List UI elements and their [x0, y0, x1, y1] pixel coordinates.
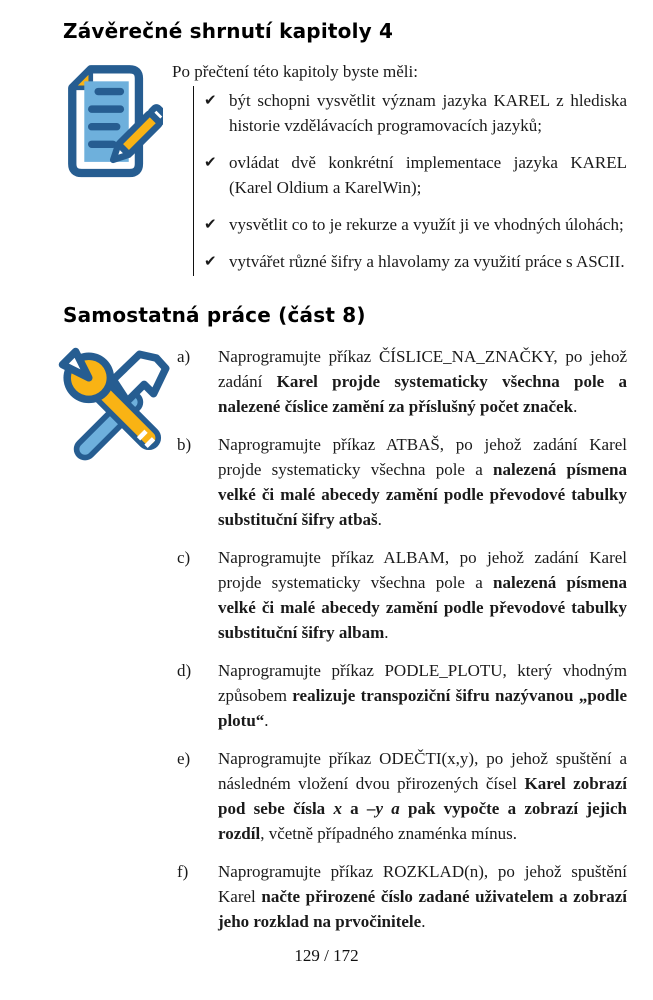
- task-item-label: b): [177, 435, 192, 454]
- task-item-label: e): [177, 749, 191, 768]
- task-item-text: Naprogramujte příkaz ODEČTI(x,y), po jehož spuštění a následném vložení dvou přirozených čísel Karel zobrazí pod sebe čísla x a –y a pak vypočte a zobrazí jejich rozdíl, včetně případného znaménka mínus.: [218, 749, 627, 843]
- task-item-text: Naprogramujte příkaz ATBAŠ, po jehož zadání Karel projde systematicky všechna pole a nalezená písmena velké či malé abecedy zamění podle převodové tabulky substituční šifry atbaš.: [218, 435, 627, 529]
- checklist-item: [204, 88, 627, 138]
- checkmark-icon: ✔: [204, 153, 217, 171]
- checkmark-icon: ✔: [204, 252, 217, 270]
- checklist-item: [204, 150, 627, 200]
- checklist-item-text: vytvářet různé šifry a hlavolamy za využití práce s ASCII.: [229, 252, 625, 271]
- page-number: 129 / 172: [294, 946, 359, 965]
- section1-content: [172, 60, 627, 276]
- task-item-text: Naprogramujte příkaz PODLE_PLOTU, který vhodným způsobem realizuje transpoziční šifru nazývanou „podle plotu“.: [218, 661, 627, 730]
- section1-title: Závěrečné shrnutí kapitoly 4: [63, 19, 394, 43]
- section2-row: [63, 344, 627, 947]
- checklist-item-text: vysvětlit co to je rekurze a využít ji ve vhodných úlohách;: [229, 215, 624, 234]
- section1-row: [63, 60, 627, 276]
- section2-content: [177, 344, 627, 947]
- task-item: [177, 545, 627, 645]
- task-item-text: Naprogramujte příkaz ROZKLAD(n), po jehož spuštění Karel načte přirozené číslo zadané uživatelem a zobrazí jeho rozklad na prvočinitele.: [218, 862, 627, 931]
- tools-icon: [55, 344, 177, 466]
- task-item-text: Naprogramujte příkaz ČÍSLICE_NA_ZNAČKY, po jehož zadání Karel projde systematicky všechna pole a nalezené číslice zamění za příslušný počet značek.: [218, 347, 628, 416]
- task-item-text: Naprogramujte příkaz ALBAM, po jehož zadání Karel projde systematicky všechna pole a nalezená písmena velké či malé abecedy zamění podle převodové tabulky substituční šifry albam.: [218, 548, 627, 642]
- task-item-label: a): [177, 347, 191, 366]
- checklist-item-text: ovládat dvě konkrétní implementace jazyka KAREL (Karel Oldium a KarelWin);: [229, 153, 627, 197]
- checklist: [193, 86, 627, 276]
- task-item: [177, 658, 627, 733]
- checklist-item: [204, 249, 627, 274]
- task-item: [177, 432, 627, 532]
- task-item: [177, 344, 627, 419]
- checklist-item: [204, 212, 627, 237]
- document-pencil-icon: [63, 60, 172, 186]
- section2-title: Samostatná práce (část 8): [63, 303, 366, 327]
- task-item: [177, 859, 627, 934]
- checkmark-icon: ✔: [204, 91, 217, 109]
- checklist-item-text: být schopni vysvětlit význam jazyka KAREL z hlediska historie vzdělávacích programovacích jazyků;: [229, 91, 627, 135]
- checklist-intro: Po přečtení této kapitoly byste měli:: [172, 62, 418, 81]
- task-item-label: c): [177, 548, 191, 567]
- task-item-label: f): [177, 862, 189, 881]
- task-list: [177, 344, 627, 934]
- task-item-label: d): [177, 661, 192, 680]
- task-item: [177, 746, 627, 846]
- checkmark-icon: ✔: [204, 215, 217, 233]
